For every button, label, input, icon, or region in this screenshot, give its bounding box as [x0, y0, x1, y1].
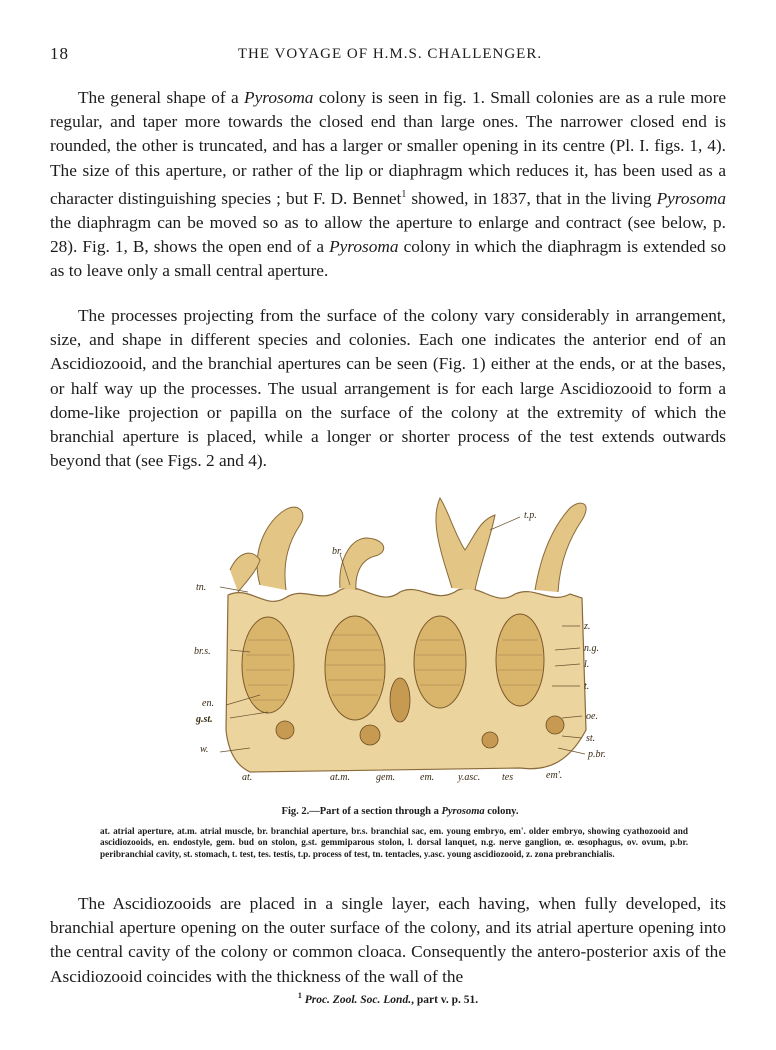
label-em: em.: [420, 772, 435, 783]
footnote-rest: , part v. p. 51.: [411, 993, 479, 1006]
caption-prefix: Fig. 2.—Part of a section through a: [281, 806, 442, 817]
page-number: 18: [50, 44, 69, 63]
label-atm: at.m.: [330, 772, 350, 783]
caption-genus: Pyrosoma: [441, 806, 485, 817]
paragraph-3: [50, 892, 726, 989]
label-l: l.: [584, 659, 590, 670]
label-br: br.: [332, 546, 343, 557]
footnote-journal: Proc. Zool. Soc. Lond.: [304, 993, 412, 1006]
label-em2: em'.: [546, 770, 563, 781]
footnote: [0, 991, 776, 1006]
label-tes: tes: [502, 772, 514, 783]
caption-suffix: colony.: [484, 806, 519, 817]
label-brs: br.s.: [194, 646, 211, 657]
running-header: [50, 44, 730, 68]
p1-genus-1: Pyrosoma: [244, 88, 314, 107]
p1-text-d: the diaphragm can be moved so as to allow the aperture to enlarge and contract (see below, p. 28). Fig. 1, B, shows the open end of a: [50, 212, 726, 256]
footnote-marker: 1: [297, 991, 302, 1000]
figure-2-illustration: [190, 490, 630, 790]
footnote-ref: 1: [401, 188, 407, 200]
label-tp: t.p.: [524, 510, 537, 521]
figure-legend: at. atrial aperture, at.m. atrial muscle, br. branchial aperture, br.s. branchial sac, em. young embryo, em'. older embryo, showing cyathozooid and ascidiozooids, en. endostyle, gem. bud on stolon, g.st. gemmiparous stolon, l. dorsal lanquet, n.g. nerve ganglion, œ. œsophagus, ov. ovum, p.br. peribranchial cavity, st. stomach, t. test, tes. testis, t.p. process of test, tn. tentacles, y.asc. young ascidiozooid, z. zona prebranchialis.: [100, 826, 688, 859]
label-ng: n.g.: [584, 643, 599, 654]
paragraph-1: [50, 86, 726, 283]
running-title: THE VOYAGE OF H.M.S. CHALLENGER.: [237, 46, 543, 62]
p1-genus-2: Pyrosoma: [656, 188, 726, 208]
label-w: w.: [200, 744, 209, 755]
p2-text: The processes projecting from the surface of the colony vary considerably in arrangement, size, and shape in different species and colonies. Each one indicates the anterior end of an Ascidiozooid, and the branchial apertures can be seen (Fig. 1) either at the ends, or at the bases, or half way up the processes. The usual arrangement is for each large Ascidiozooid to form a dome-like projection or papilla on the surface of the colony at the extremity of which the branchial aperture is placed, while a longer or shorter process of the test extends outwards beyond that (see Figs. 2 and 4).: [50, 306, 726, 471]
label-t: t.: [584, 681, 590, 692]
figure-caption: [100, 806, 700, 817]
paragraph-2: [50, 304, 726, 473]
p1-text-b: colony is seen in fig. 1. Small colonies are as a rule more regular, and taper more towards the closed end than large ones. The narrower closed end is rounded, the other is truncated, and has a larger or smaller opening in its centre (Pl. I. figs. 1, 4). The size of this aperture, or rather of the lip or diaphragm which reduces it, has been used as a character distinguishing species ; but F. D. Bennet: [50, 88, 726, 208]
label-gst: g.st.: [196, 714, 213, 725]
colony-section-drawing: [226, 498, 586, 772]
label-tn: tn.: [196, 582, 207, 593]
label-pbr: p.br.: [588, 749, 606, 760]
p1-genus-3: Pyrosoma: [329, 236, 399, 256]
label-yasc: y.asc.: [458, 772, 481, 783]
label-st: st.: [586, 733, 596, 744]
p3-text: The Ascidiozooids are placed in a single layer, each having, when fully developed, its branchial aperture opening on the outer surface of the colony, and its atrial aperture opening into the central cavity of the colony or common cloaca. Consequently the antero-posterior axis of the Ascidiozooid coincides with the thickness of the wall of the: [50, 894, 726, 986]
p1-text-a: The general shape of a: [78, 88, 245, 107]
label-z: z.: [584, 621, 591, 632]
label-oe: oe.: [586, 711, 598, 722]
label-at: at.: [242, 772, 253, 783]
label-gem: gem.: [376, 772, 396, 783]
p1-text-e: colony in which the diaphragm is extended so as to leave only a small central aperture.: [50, 236, 726, 281]
label-en: en.: [202, 698, 214, 709]
p1-text-c: showed, in 1837, that in the living: [406, 188, 657, 208]
